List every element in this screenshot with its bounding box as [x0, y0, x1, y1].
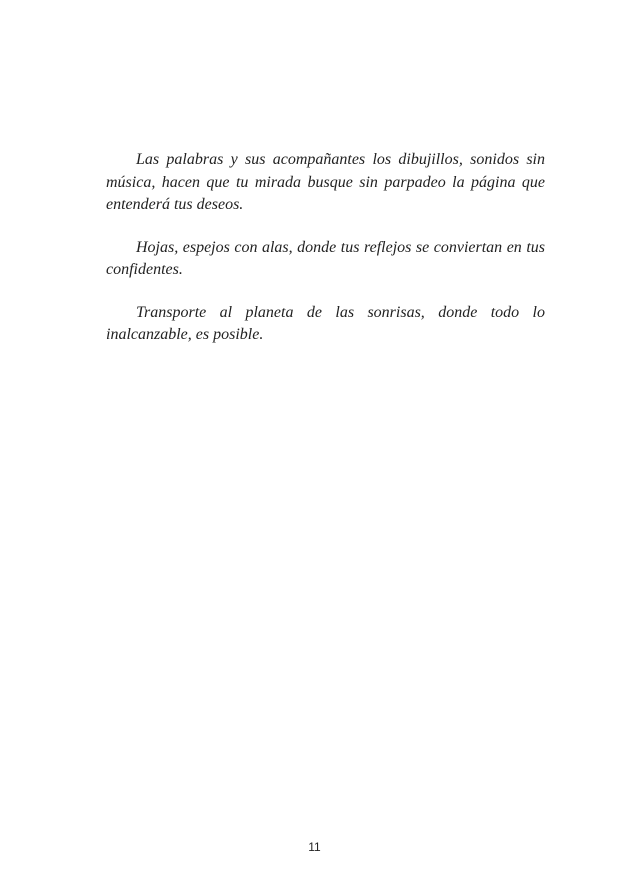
- page-number: 11: [308, 840, 321, 854]
- paragraph-2: Hojas, espejos con alas, donde tus reflejos se conviertan en tus confidentes.: [106, 238, 545, 278]
- paragraph-1: Las palabras y sus acompañantes los dibujillos, sonidos sin música, hacen que tu mirada busque sin parpadeo la página que entenderá tus deseos.: [106, 151, 545, 213]
- body-text: [106, 149, 545, 367]
- paragraph-3: Transporte al planeta de las sonrisas, donde todo lo inalcanzable, es posible.: [106, 303, 545, 343]
